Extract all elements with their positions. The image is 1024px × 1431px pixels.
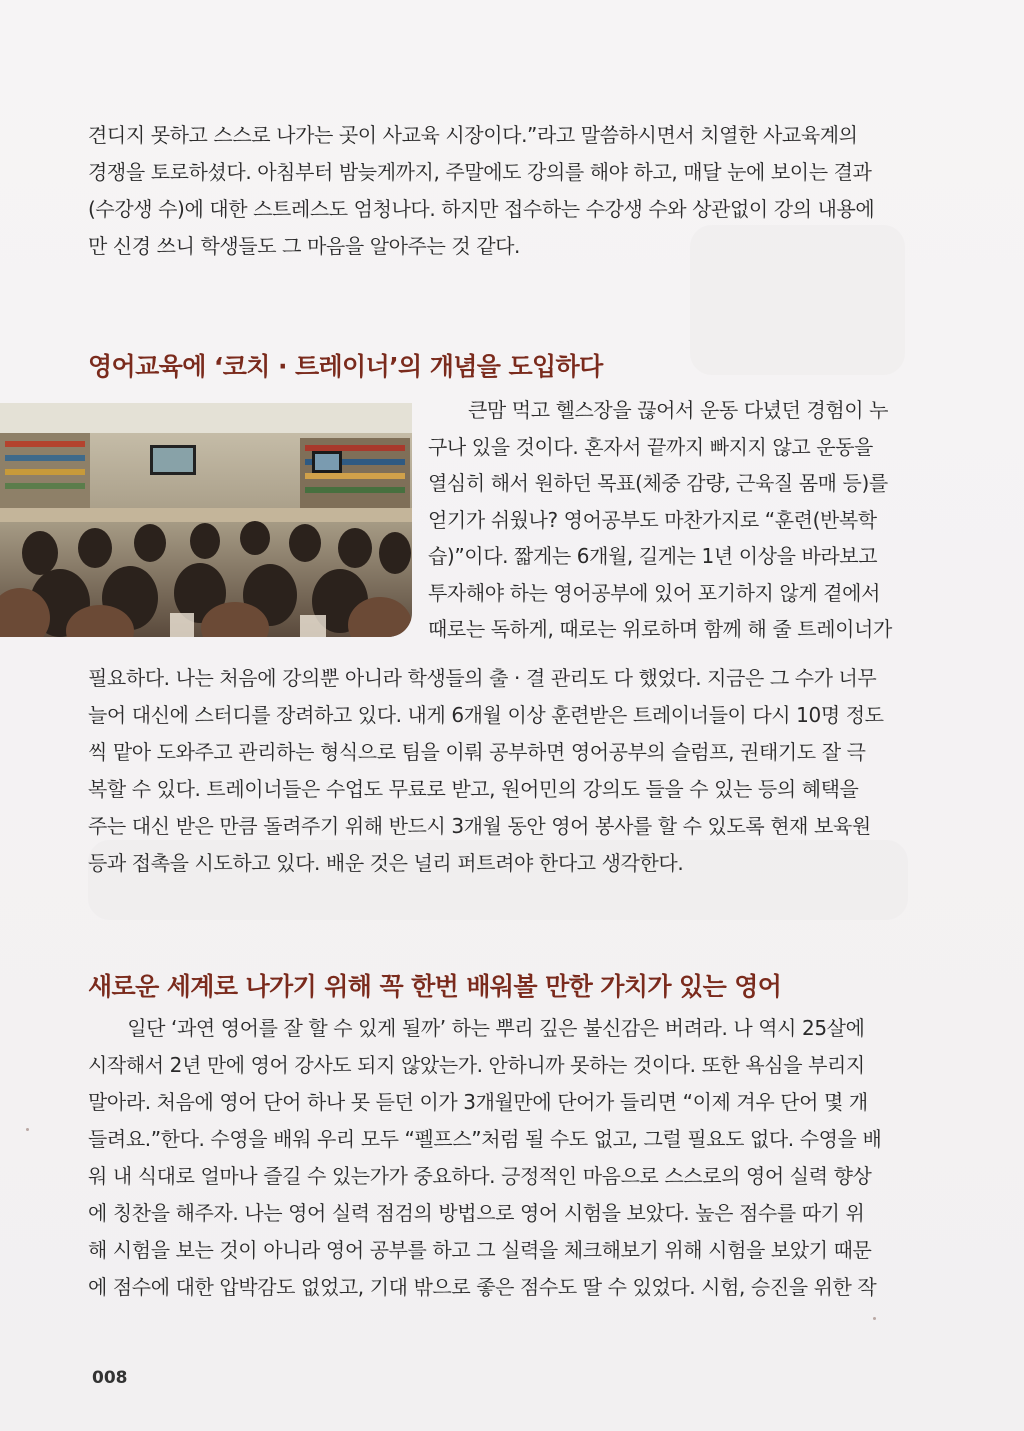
section1-full-text bbox=[88, 660, 916, 882]
paper-speck bbox=[26, 1128, 29, 1131]
page-number: 008 bbox=[92, 1368, 128, 1388]
text-line: 주는 대신 받은 만큼 돌려주기 위해 반드시 3개월 동안 영어 봉사를 할 수 있도록 현재 보육원 bbox=[88, 814, 871, 838]
text-line: 필요하다. 나는 처음에 강의뿐 아니라 학생들의 출 · 결 관리도 다 했었다. 지금은 그 수가 너무 bbox=[88, 666, 877, 690]
classroom-photo bbox=[0, 403, 412, 637]
paper-speck bbox=[873, 1317, 876, 1320]
text-line: 일단 ‘과연 영어를 잘 할 수 있게 될까’ 하는 뿌리 깊은 불신감은 버려라. 나 역시 25살에 bbox=[88, 1016, 865, 1040]
text-line: 늘어 대신에 스터디를 장려하고 있다. 내게 6개월 이상 훈련받은 트레이너들이 다시 10명 정도 bbox=[88, 703, 884, 727]
text-line: 에 칭찬을 해주자. 나는 영어 실력 점검의 방법으로 영어 시험을 보았다. 높은 점수를 따기 위 bbox=[88, 1201, 865, 1225]
text-line: 등과 접촉을 시도하고 있다. 배운 것은 널리 퍼트려야 한다고 생각한다. bbox=[88, 851, 684, 875]
paragraph-top bbox=[88, 117, 916, 265]
text-line: 들려요.”한다. 수영을 배워 우리 모두 “펠프스”처럼 될 수도 없고, 그럴 필요도 없다. 수영을 배 bbox=[88, 1127, 882, 1151]
text-line: 에 점수에 대한 압박감도 없었고, 기대 밖으로 좋은 점수도 딸 수 있었다. 시험, 승진을 위한 작 bbox=[88, 1275, 877, 1299]
section2-text bbox=[88, 1010, 916, 1306]
section2-title: 새로운 세계로 나가기 위해 꼭 한번 배워볼 만한 가치가 있는 영어 bbox=[88, 972, 782, 1001]
text-line: 구나 있을 것이다. 혼자서 끝까지 빠지지 않고 운동을 bbox=[428, 434, 873, 459]
text-line: 습)”이다. 짧게는 6개월, 길게는 1년 이상을 바라보고 bbox=[428, 544, 878, 568]
text-line: 워 내 식대로 얼마나 즐길 수 있는가가 중요하다. 긍정적인 마음으로 스스로의 영어 실력 향상 bbox=[88, 1164, 872, 1188]
text-line: 큰맘 먹고 헬스장을 끊어서 운동 다녔던 경험이 누 bbox=[468, 398, 889, 422]
section1-wrapped-text bbox=[428, 392, 918, 648]
text-line: 투자해야 하는 영어공부에 있어 포기하지 않게 곁에서 bbox=[428, 580, 880, 605]
text-line: 시작해서 2년 만에 영어 강사도 되지 않았는가. 안하니까 못하는 것이다. 또한 욕심을 부리지 bbox=[88, 1053, 865, 1077]
text-line: 씩 맡아 도와주고 관리하는 형식으로 팀을 이뤄 공부하면 영어공부의 슬럼프, 권태기도 잘 극 bbox=[88, 740, 866, 764]
text-line: (수강생 수)에 대한 스트레스도 엄청나다. 하지만 접수하는 수강생 수와 상관없이 강의 내용에 bbox=[88, 197, 875, 221]
text-line: 경쟁을 토로하셨다. 아침부터 밤늦게까지, 주말에도 강의를 해야 하고, 매달 눈에 보이는 결과 bbox=[88, 160, 872, 184]
text-line: 말아라. 처음에 영어 단어 하나 못 듣던 이가 3개월만에 단어가 들리면 “이제 겨우 단어 몇 개 bbox=[88, 1090, 868, 1114]
text-line: 복할 수 있다. 트레이너들은 수업도 무료로 받고, 원어민의 강의도 들을 수 있는 등의 혜택을 bbox=[88, 777, 859, 801]
section1-title: 영어교육에 ‘코치 · 트레이너’의 개념을 도입하다 bbox=[88, 352, 603, 381]
text-line: 만 신경 쓰니 학생들도 그 마음을 알아주는 것 같다. bbox=[88, 234, 521, 258]
text-line: 때로는 독하게, 때로는 위로하며 함께 해 줄 트레이너가 bbox=[428, 617, 892, 641]
classroom-photo-graphic bbox=[0, 403, 412, 637]
text-line: 얻기가 쉬웠나? 영어공부도 마찬가지로 “훈련(반복학 bbox=[428, 507, 877, 532]
text-line: 해 시험을 보는 것이 아니라 영어 공부를 하고 그 실력을 체크해보기 위해 시험을 보았기 때문 bbox=[88, 1238, 872, 1262]
text-line: 견디지 못하고 스스로 나가는 곳이 사교육 시장이다.”라고 말씀하시면서 치열한 사교육계의 bbox=[88, 123, 858, 147]
text-line: 열심히 해서 원하던 목표(체중 감량, 근육질 몸매 등)를 bbox=[428, 471, 888, 495]
